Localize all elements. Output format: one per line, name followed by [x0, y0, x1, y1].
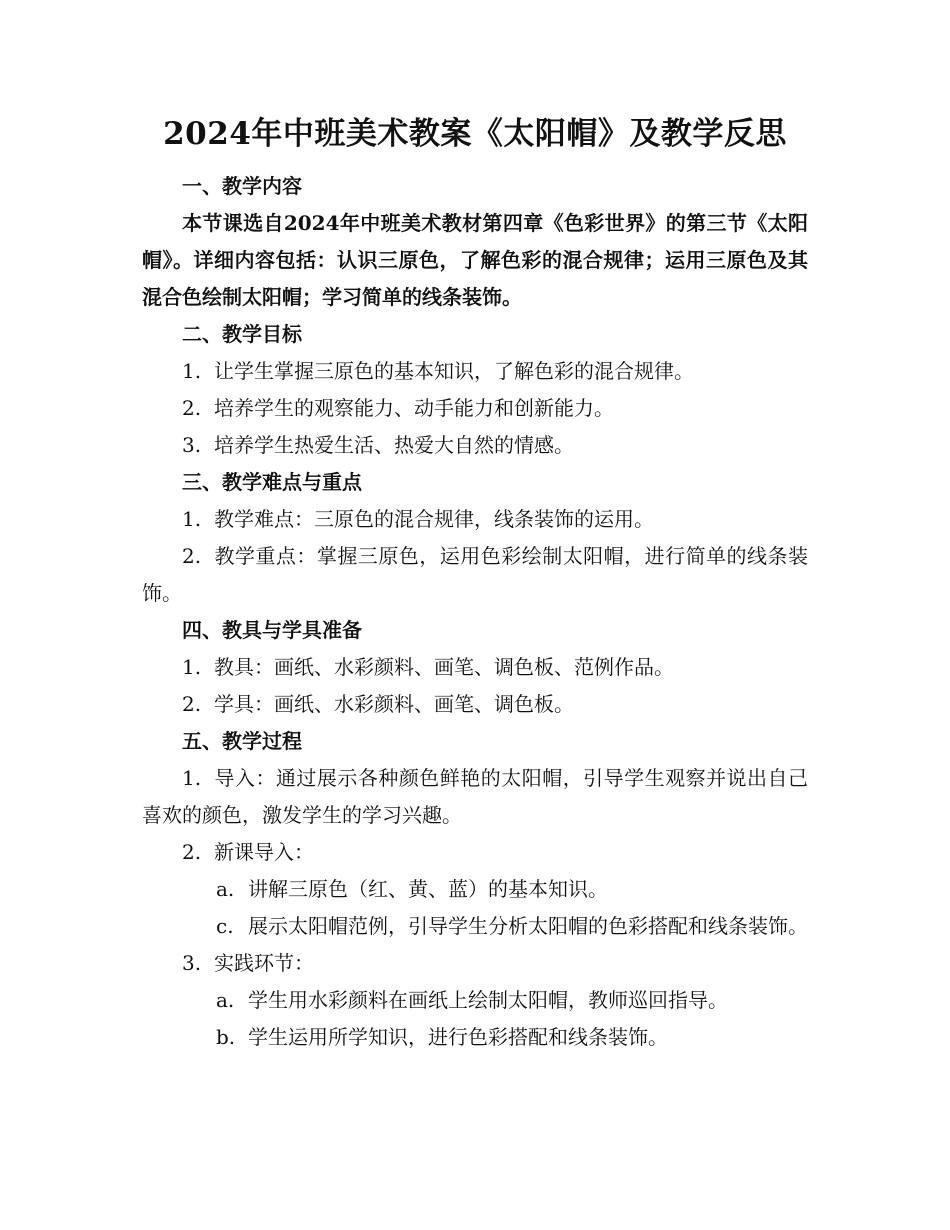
process-step-text: 新课导入： [214, 840, 314, 864]
process-step-text: 导入：通过展示各种颜色鲜艳的太阳帽，引导学生观察并说出自己喜欢的颜色，激发学生的学习兴趣。 [142, 766, 808, 827]
tool-item [142, 649, 808, 686]
process-substep [142, 908, 808, 945]
section-heading-goals: 二、教学目标 [182, 322, 302, 346]
goal-item [142, 427, 808, 464]
goal-number: 2. [182, 396, 202, 420]
section-heading-content: 一、教学内容 [182, 174, 302, 198]
process-step-text: 实践环节： [214, 951, 314, 975]
process-step [142, 760, 808, 834]
process-substep-letter: c. [216, 914, 234, 938]
process-substep-text: 学生运用所学知识，进行色彩搭配和线条装饰。 [248, 1025, 668, 1049]
process-step [142, 834, 808, 871]
process-substep-text: 讲解三原色（红、黄、蓝）的基本知识。 [248, 877, 608, 901]
content-paragraph: 本节课选自2024年中班美术教材第四章《色彩世界》的第三节《太阳帽》。详细内容包括：认识三原色，了解色彩的混合规律；运用三原色及其混合色绘制太阳帽；学习简单的线条装饰。 [142, 211, 808, 309]
process-substep-letter: a. [216, 988, 235, 1012]
difficulty-text: 教学重点：掌握三原色，运用色彩绘制太阳帽，进行简单的线条装饰。 [142, 544, 808, 605]
tool-item [142, 686, 808, 723]
process-substep-letter: a. [216, 877, 235, 901]
goal-item [142, 353, 808, 390]
process-substep-text: 学生用水彩颜料在画纸上绘制太阳帽，教师巡回指导。 [248, 988, 728, 1012]
goal-text: 培养学生的观察能力、动手能力和创新能力。 [214, 396, 614, 420]
difficulty-item [142, 501, 808, 538]
tool-number: 2. [182, 692, 202, 716]
goal-number: 3. [182, 433, 202, 457]
section-heading-tools: 四、教具与学具准备 [182, 618, 362, 642]
process-substep-text: 展示太阳帽范例，引导学生分析太阳帽的色彩搭配和线条装饰。 [248, 914, 808, 938]
process-step-number: 2. [182, 840, 202, 864]
goal-number: 1. [182, 359, 202, 383]
document-body [142, 168, 808, 1056]
section-heading-process: 五、教学过程 [182, 729, 302, 753]
difficulty-text: 教学难点：三原色的混合规律，线条装饰的运用。 [214, 507, 654, 531]
document-title: 2024年中班美术教案《太阳帽》及教学反思 [163, 116, 787, 152]
goal-item [142, 390, 808, 427]
tool-text: 学具：画纸、水彩颜料、画笔、调色板。 [214, 692, 574, 716]
section-heading-difficulties: 三、教学难点与重点 [182, 470, 362, 494]
goal-text: 让学生掌握三原色的基本知识，了解色彩的混合规律。 [214, 359, 694, 383]
difficulty-item [142, 538, 808, 612]
process-substep [142, 871, 808, 908]
goal-text: 培养学生热爱生活、热爱大自然的情感。 [214, 433, 574, 457]
difficulty-number: 2. [182, 544, 202, 568]
process-substep [142, 1019, 808, 1056]
difficulty-number: 1. [182, 507, 202, 531]
process-step [142, 945, 808, 982]
process-substep-letter: b. [216, 1025, 236, 1049]
tool-text: 教具：画纸、水彩颜料、画笔、调色板、范例作品。 [214, 655, 674, 679]
process-step-number: 1. [182, 766, 202, 790]
tool-number: 1. [182, 655, 202, 679]
process-step-number: 3. [182, 951, 202, 975]
process-substep [142, 982, 808, 1019]
